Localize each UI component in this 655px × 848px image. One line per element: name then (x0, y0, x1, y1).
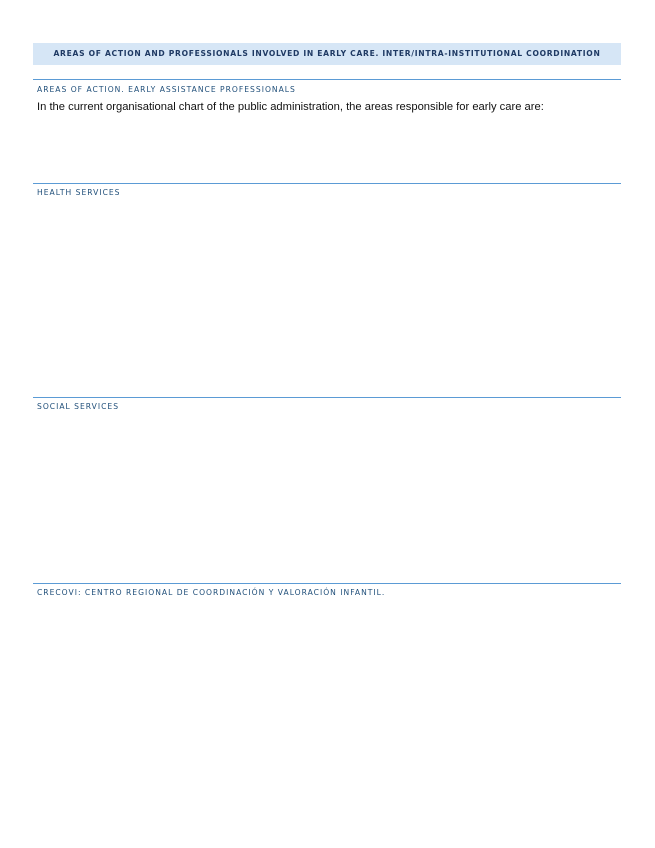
section-divider (33, 583, 621, 584)
section-heading-crecovi: CRECOVI: CENTRO REGIONAL DE COORDINACIÓN Y VALORACIÓN INFANTIL. (37, 588, 386, 597)
section-heading-health: HEALTH SERVICES (37, 188, 121, 197)
section-divider (33, 79, 621, 80)
section-areas (37, 84, 619, 125)
section-crecovi (37, 587, 619, 605)
document-title: AREAS OF ACTION AND PROFESSIONALS INVOLVED IN EARLY CARE. INTER/INTRA-INSTITUTIONAL COORDINATION (33, 43, 621, 65)
section-social (37, 401, 619, 419)
areas-intro: In the current organisational chart of the public administration, the areas responsible for early care are: (37, 101, 544, 113)
section-divider (33, 183, 621, 184)
section-divider (33, 397, 621, 398)
section-heading-social: SOCIAL SERVICES (37, 402, 120, 411)
section-heading-areas: AREAS OF ACTION. EARLY ASSISTANCE PROFESSIONALS (37, 85, 296, 94)
section-health (37, 187, 619, 205)
